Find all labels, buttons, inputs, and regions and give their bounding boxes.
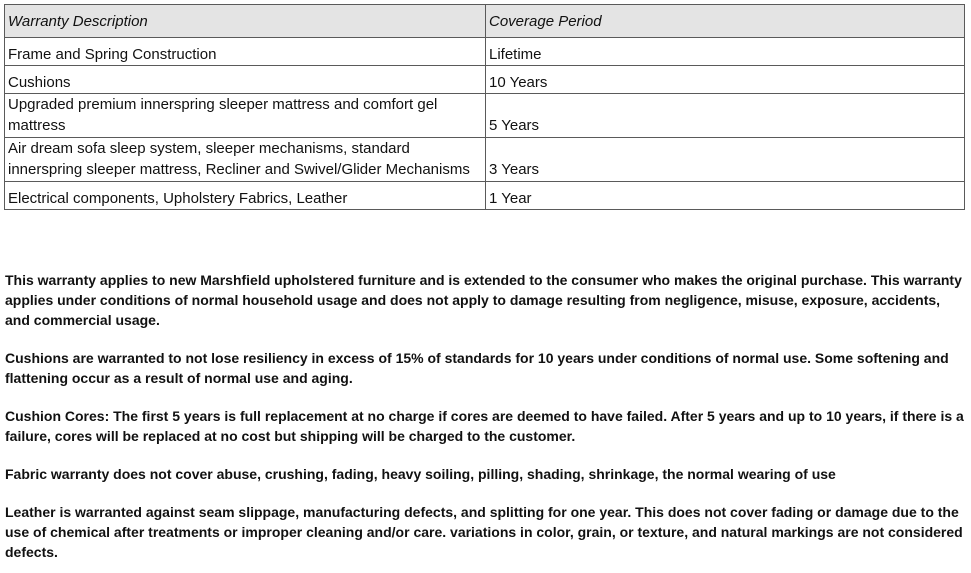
header-row — [5, 5, 965, 38]
table-body — [5, 38, 965, 210]
warranty-description-cell: Electrical components, Upholstery Fabrics, Leather — [5, 182, 486, 210]
warranty-description-cell: Upgraded premium innerspring sleeper mattress and comfort gel mattress — [5, 94, 486, 138]
table-row — [5, 138, 965, 182]
terms-paragraph-cushions: Cushions are warranted to not lose resiliency in excess of 15% of standards for 10 years under conditions of normal use. Some softening and flattening occur as a result of normal use and aging. — [5, 350, 949, 386]
terms-paragraph-general: This warranty applies to new Marshfield upholstered furniture and is extended to the consumer who makes the original purchase. This warranty applies under conditions of normal household usage and does not apply to damage resulting from negligence, misuse, exposure, accidents, and commercial usage. — [5, 272, 962, 328]
coverage-period-cell: Lifetime — [486, 38, 965, 66]
warranty-description-cell: Cushions — [5, 66, 486, 94]
coverage-period-cell: 1 Year — [486, 182, 965, 210]
table-row — [5, 182, 965, 210]
terms-paragraph-fabric: Fabric warranty does not cover abuse, crushing, fading, heavy soiling, pilling, shading, shrinkage, the normal wearing of use — [5, 466, 836, 482]
table-row — [5, 66, 965, 94]
terms-paragraph-cushion-cores: Cushion Cores: The first 5 years is full replacement at no charge if cores are deemed to have failed. After 5 years and up to 10 years, if there is a failure, cores will be replaced at no cost but shipping will be charged to the customer. — [5, 408, 964, 444]
table-row — [5, 94, 965, 138]
warranty-table — [4, 4, 965, 210]
table-row — [5, 38, 965, 66]
terms-paragraph-leather: Leather is warranted against seam slippage, manufacturing defects, and splitting for one year. This does not cover fading or damage due to the use of chemical after treatments or improper cleaning and/or care. variations in color, grain, or texture, and natural markings are not considered defects. — [5, 504, 963, 560]
warranty-description-cell: Air dream sofa sleep system, sleeper mechanisms, standard innerspring sleeper mattress, Recliner and Swivel/Glider Mechanisms — [5, 138, 486, 182]
coverage-period-cell: 5 Years — [486, 94, 965, 138]
warranty-description-cell: Frame and Spring Construction — [5, 38, 486, 66]
coverage-period-cell: 10 Years — [486, 66, 965, 94]
header-coverage-period: Coverage Period — [486, 5, 965, 38]
table-header — [5, 5, 965, 38]
coverage-period-cell: 3 Years — [486, 138, 965, 182]
header-warranty-description: Warranty Description — [5, 5, 486, 38]
warranty-terms — [5, 270, 967, 573]
